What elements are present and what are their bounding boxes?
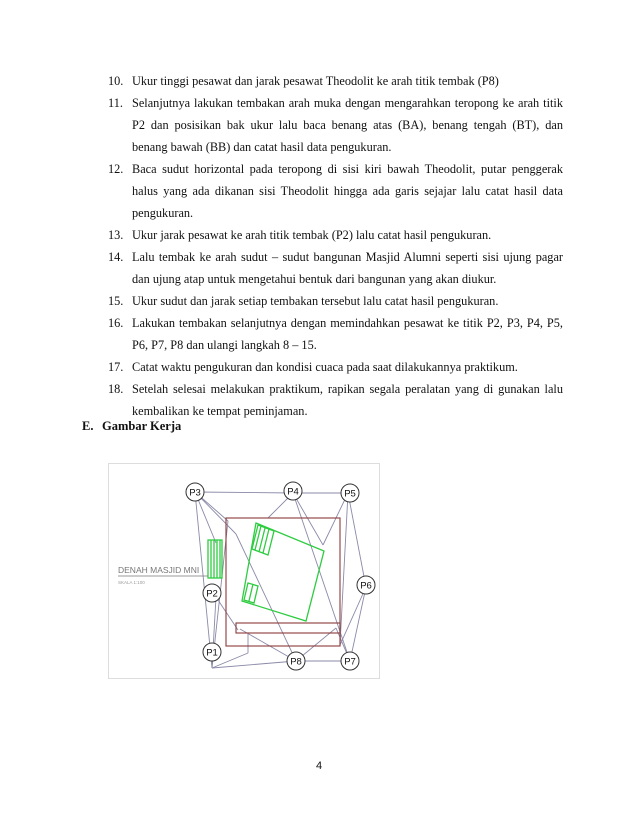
station-label-p1: P1 [206, 647, 218, 659]
drawing-caption: DENAH MASJID MNI [118, 565, 200, 575]
section-letter: E. [82, 419, 94, 433]
section-title: Gambar Kerja [102, 419, 182, 433]
step-number: 13. [108, 228, 124, 242]
station-label-p5: P5 [344, 488, 356, 500]
step-item [108, 246, 563, 290]
station-label-p3: P3 [189, 487, 201, 499]
step-number: 11. [108, 96, 123, 110]
survey-drawing [108, 463, 380, 679]
step-number: 10. [108, 74, 124, 88]
drawing-scale: SKALA 1:100 [118, 580, 145, 585]
step-number: 12. [108, 162, 124, 176]
step-text: Ukur sudut dan jarak setiap tembakan tersebut lalu catat hasil pengukuran. [132, 294, 499, 308]
step-text: Baca sudut horizontal pada teropong di sisi kiri bawah Theodolit, putar penggerak halus yang ada dikanan sisi Theodolit hingga ada garis sejajar lalu catat hasil data pengukuran. [132, 162, 563, 220]
step-number: 18. [108, 382, 124, 396]
step-item [108, 378, 563, 422]
procedure-steps [108, 70, 563, 422]
step-text: Lalu tembak ke arah sudut – sudut bangunan Masjid Alumni seperti sisi ujung pagar dan ujung atap untuk mengetahui bentuk dari bangunan yang akan diukur. [132, 250, 563, 286]
step-item [108, 224, 563, 246]
step-item [108, 92, 563, 158]
step-text: Lakukan tembakan selanjutnya dengan memindahkan pesawat ke titik P2, P3, P4, P5, P6, P7, P8 dan ulangi langkah 8 – 15. [132, 316, 563, 352]
step-number: 16. [108, 316, 124, 330]
station-label-p6: P6 [360, 580, 372, 592]
step-number: 15. [108, 294, 124, 308]
station-label-p2: P2 [206, 588, 218, 600]
step-text: Setelah selesai melakukan praktikum, rapikan segala peralatan yang di gunakan lalu kembalikan ke tempat peminjaman. [132, 382, 563, 418]
step-item [108, 356, 563, 378]
station-label-p4: P4 [287, 486, 299, 498]
step-item [108, 290, 563, 312]
step-text: Ukur tinggi pesawat dan jarak pesawat Theodolit ke arah titik tembak (P8) [132, 74, 499, 88]
step-number: 14. [108, 250, 124, 264]
step-item [108, 70, 563, 92]
section-heading [82, 419, 181, 434]
station-label-p7: P7 [344, 656, 356, 668]
station-label-p8: P8 [290, 656, 302, 668]
step-item [108, 312, 563, 356]
step-number: 17. [108, 360, 124, 374]
step-text: Selanjutnya lakukan tembakan arah muka dengan mengarahkan teropong ke arah titik P2 dan posisikan bak ukur lalu baca benang atas (BA), benang tengah (BT), dan benang bawah (BB) dan catat hasil data pengukuran. [132, 96, 563, 154]
step-text: Ukur jarak pesawat ke arah titik tembak (P2) lalu catat hasil pengukuran. [132, 228, 492, 242]
step-text: Catat waktu pengukuran dan kondisi cuaca pada saat dilakukannya praktikum. [132, 360, 518, 374]
step-item [108, 158, 563, 224]
page-number: 4 [315, 760, 323, 772]
